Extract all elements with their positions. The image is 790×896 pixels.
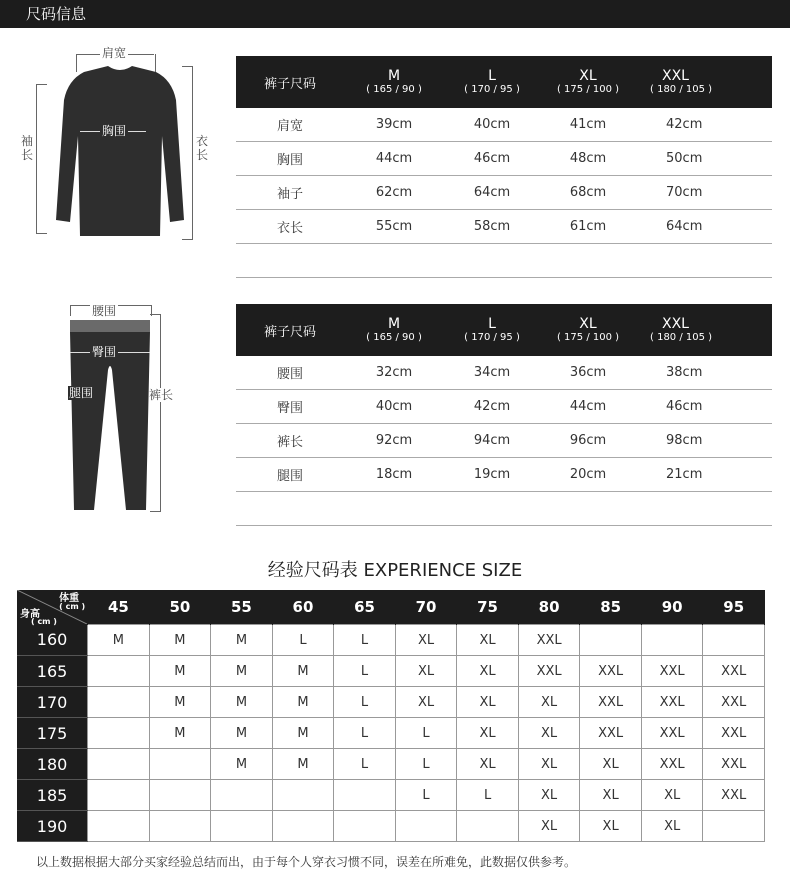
table-cell: 70cm	[636, 176, 772, 210]
top-size-table	[236, 56, 772, 278]
size-col-m: M ( 165 / 90 )	[344, 56, 444, 108]
weight-col-header: 95	[703, 590, 765, 625]
table-cell: 21cm	[636, 458, 772, 492]
table-row	[236, 356, 772, 390]
height-row-header: 180	[17, 749, 88, 780]
table-corner	[17, 590, 88, 625]
size-col-l: L ( 170 / 95 )	[444, 56, 540, 108]
size-cell	[580, 625, 642, 656]
size-cell: XXL	[518, 625, 580, 656]
size-cell: XL	[518, 811, 580, 842]
size-cell	[703, 625, 765, 656]
table-cell: 41cm	[540, 108, 636, 142]
footnote: 以上数据根据大部分买家经验总结而出，由于每个人穿衣习惯不同，误差在所难免，此数据仅供参考。	[36, 855, 577, 869]
size-cell: XXL	[518, 656, 580, 687]
bottom-size-table	[236, 304, 772, 526]
size-cell: XXL	[703, 718, 765, 749]
size-cell: M	[272, 718, 334, 749]
size-cell	[334, 780, 396, 811]
table-cell: 96cm	[540, 424, 636, 458]
row-label: 衣长	[236, 210, 344, 244]
size-cell	[88, 656, 150, 687]
size-cell	[149, 749, 211, 780]
experience-size-table	[17, 590, 765, 842]
size-col-l: L ( 170 / 95 )	[444, 304, 540, 356]
table-cell: 19cm	[444, 458, 540, 492]
weight-col-header: 55	[211, 590, 273, 625]
size-cell: XL	[457, 718, 519, 749]
size-cell: XL	[395, 625, 457, 656]
table-cell: 36cm	[540, 356, 636, 390]
table-cell: 61cm	[540, 210, 636, 244]
height-row-header: 185	[17, 780, 88, 811]
size-cell: XXL	[580, 687, 642, 718]
size-cell: XL	[641, 811, 703, 842]
weight-axis-label: 体重	[59, 593, 80, 604]
shoulder-label: 肩宽	[102, 46, 127, 60]
size-cell: M	[149, 625, 211, 656]
table-cell: 64cm	[444, 176, 540, 210]
table-cell: 40cm	[344, 390, 444, 424]
table-cell: 42cm	[444, 390, 540, 424]
table-row	[17, 656, 765, 687]
row-label: 袖子	[236, 176, 344, 210]
size-cell: M	[272, 656, 334, 687]
table-cell: 32cm	[344, 356, 444, 390]
size-cell	[211, 811, 273, 842]
table-cell: 39cm	[344, 108, 444, 142]
size-cell: M	[211, 718, 273, 749]
size-cell: XXL	[641, 656, 703, 687]
inseam-label: 裤长	[149, 388, 174, 402]
table-cell: 42cm	[636, 108, 772, 142]
size-cell: XL	[518, 780, 580, 811]
size-cell: L	[457, 780, 519, 811]
size-cell: XXL	[703, 780, 765, 811]
sleeve-label: 袖长	[20, 134, 33, 162]
table-row	[236, 108, 772, 142]
table-row	[17, 780, 765, 811]
size-col-xl: XL ( 175 / 100 )	[540, 304, 636, 356]
table-cell: 20cm	[540, 458, 636, 492]
size-cell	[149, 811, 211, 842]
size-cell: L	[395, 718, 457, 749]
size-cell: XL	[457, 749, 519, 780]
size-cell	[211, 780, 273, 811]
height-row-header: 175	[17, 718, 88, 749]
table-row-empty	[236, 244, 772, 278]
table-cell: 48cm	[540, 142, 636, 176]
pants-diagram	[60, 300, 160, 520]
height-row-header: 170	[17, 687, 88, 718]
table-row	[17, 811, 765, 842]
size-cell: M	[88, 625, 150, 656]
table-cell: 38cm	[636, 356, 772, 390]
table-cell: 44cm	[540, 390, 636, 424]
header-label: 裤子尺码	[236, 56, 344, 108]
size-cell: M	[149, 687, 211, 718]
table-cell: 92cm	[344, 424, 444, 458]
table-row	[236, 458, 772, 492]
size-cell: XXL	[641, 749, 703, 780]
thigh-label: 腿围	[69, 386, 94, 400]
row-label: 腿围	[236, 458, 344, 492]
table-row	[236, 142, 772, 176]
size-col-m: M ( 165 / 90 )	[344, 304, 444, 356]
table-row	[236, 176, 772, 210]
length-label: 衣长	[195, 134, 208, 162]
size-cell: M	[211, 656, 273, 687]
weight-header-row	[17, 590, 765, 625]
size-cell	[149, 780, 211, 811]
size-cell	[457, 811, 519, 842]
table-cell: 62cm	[344, 176, 444, 210]
table-row	[17, 687, 765, 718]
row-label: 腰围	[236, 356, 344, 390]
size-cell	[88, 749, 150, 780]
row-label: 肩宽	[236, 108, 344, 142]
height-row-header: 190	[17, 811, 88, 842]
size-cell: XL	[518, 749, 580, 780]
size-cell: XL	[518, 718, 580, 749]
size-cell	[334, 811, 396, 842]
size-cell	[395, 811, 457, 842]
size-col-xl: XL ( 175 / 100 )	[540, 56, 636, 108]
weight-col-header: 75	[457, 590, 519, 625]
row-label: 裤长	[236, 424, 344, 458]
size-cell	[703, 811, 765, 842]
table-row	[236, 424, 772, 458]
hip-label: 臀围	[92, 345, 117, 359]
size-cell: XL	[395, 656, 457, 687]
size-cell	[88, 718, 150, 749]
size-col-xxl: XXL ( 180 / 105 )	[636, 304, 772, 356]
table-row	[17, 718, 765, 749]
table-header-row	[236, 56, 772, 108]
table-header-row	[236, 304, 772, 356]
weight-col-header: 70	[395, 590, 457, 625]
table-row	[17, 625, 765, 656]
table-row	[236, 390, 772, 424]
height-row-header: 165	[17, 656, 88, 687]
table-cell: 98cm	[636, 424, 772, 458]
table-cell: 44cm	[344, 142, 444, 176]
table-cell: 46cm	[444, 142, 540, 176]
height-row-header: 160	[17, 625, 88, 656]
table-cell: 40cm	[444, 108, 540, 142]
size-cell: XL	[457, 625, 519, 656]
size-cell: XL	[457, 656, 519, 687]
weight-col-header: 45	[88, 590, 150, 625]
chest-label: 胸围	[102, 124, 127, 138]
table-cell: 94cm	[444, 424, 540, 458]
size-cell	[641, 625, 703, 656]
height-unit-label: ( cm )	[31, 617, 57, 626]
row-label: 臀围	[236, 390, 344, 424]
size-cell	[88, 780, 150, 811]
table-cell: 58cm	[444, 210, 540, 244]
size-col-xxl: XXL ( 180 / 105 )	[636, 56, 772, 108]
sleeve-bracket	[36, 84, 47, 234]
size-cell	[88, 811, 150, 842]
length-bracket	[182, 66, 193, 240]
size-cell: L	[272, 625, 334, 656]
weight-col-header: 65	[334, 590, 396, 625]
weight-col-header: 60	[272, 590, 334, 625]
size-cell: L	[334, 625, 396, 656]
height-axis-label: 身高	[20, 609, 40, 620]
table-cell: 18cm	[344, 458, 444, 492]
weight-col-header: 90	[641, 590, 703, 625]
size-cell: XXL	[641, 687, 703, 718]
row-label: 胸围	[236, 142, 344, 176]
size-cell: XXL	[703, 656, 765, 687]
table-row-empty	[236, 492, 772, 526]
size-cell: XXL	[641, 718, 703, 749]
experience-title: 经验尺码表 EXPERIENCE SIZE	[267, 560, 523, 581]
table-cell: 55cm	[344, 210, 444, 244]
size-cell: M	[149, 718, 211, 749]
table-cell: 46cm	[636, 390, 772, 424]
size-cell: L	[334, 687, 396, 718]
inseam-bracket	[150, 314, 161, 512]
size-cell	[88, 687, 150, 718]
size-cell: M	[149, 656, 211, 687]
size-cell: XL	[580, 780, 642, 811]
size-cell: XXL	[580, 656, 642, 687]
table-row	[17, 749, 765, 780]
size-cell: XL	[580, 749, 642, 780]
table-cell: 50cm	[636, 142, 772, 176]
size-cell: XL	[641, 780, 703, 811]
size-cell	[272, 780, 334, 811]
weight-col-header: 80	[518, 590, 580, 625]
table-cell: 34cm	[444, 356, 540, 390]
size-cell: XXL	[703, 687, 765, 718]
size-cell: L	[334, 749, 396, 780]
size-cell: M	[211, 687, 273, 718]
size-cell: XXL	[703, 749, 765, 780]
header-label: 裤子尺码	[236, 304, 344, 356]
size-cell: XL	[457, 687, 519, 718]
size-cell: M	[211, 625, 273, 656]
weight-unit-label: ( cm )	[59, 602, 86, 611]
shirt-silhouette	[56, 66, 184, 236]
size-cell: XL	[518, 687, 580, 718]
size-cell: XXL	[580, 718, 642, 749]
table-cell: 68cm	[540, 176, 636, 210]
size-cell: M	[211, 749, 273, 780]
weight-col-header: 85	[580, 590, 642, 625]
size-cell: L	[334, 656, 396, 687]
size-cell: L	[395, 780, 457, 811]
waist-label: 腰围	[92, 304, 117, 318]
header-bar	[0, 0, 790, 28]
pants-waistband	[70, 320, 150, 332]
size-cell: M	[272, 687, 334, 718]
size-cell: XL	[395, 687, 457, 718]
size-cell: M	[272, 749, 334, 780]
section-title: 尺码信息	[26, 5, 87, 23]
table-cell: 64cm	[636, 210, 772, 244]
weight-col-header: 50	[149, 590, 211, 625]
size-cell: L	[334, 718, 396, 749]
size-cell: L	[395, 749, 457, 780]
table-row	[236, 210, 772, 244]
size-cell: XL	[580, 811, 642, 842]
size-cell	[272, 811, 334, 842]
